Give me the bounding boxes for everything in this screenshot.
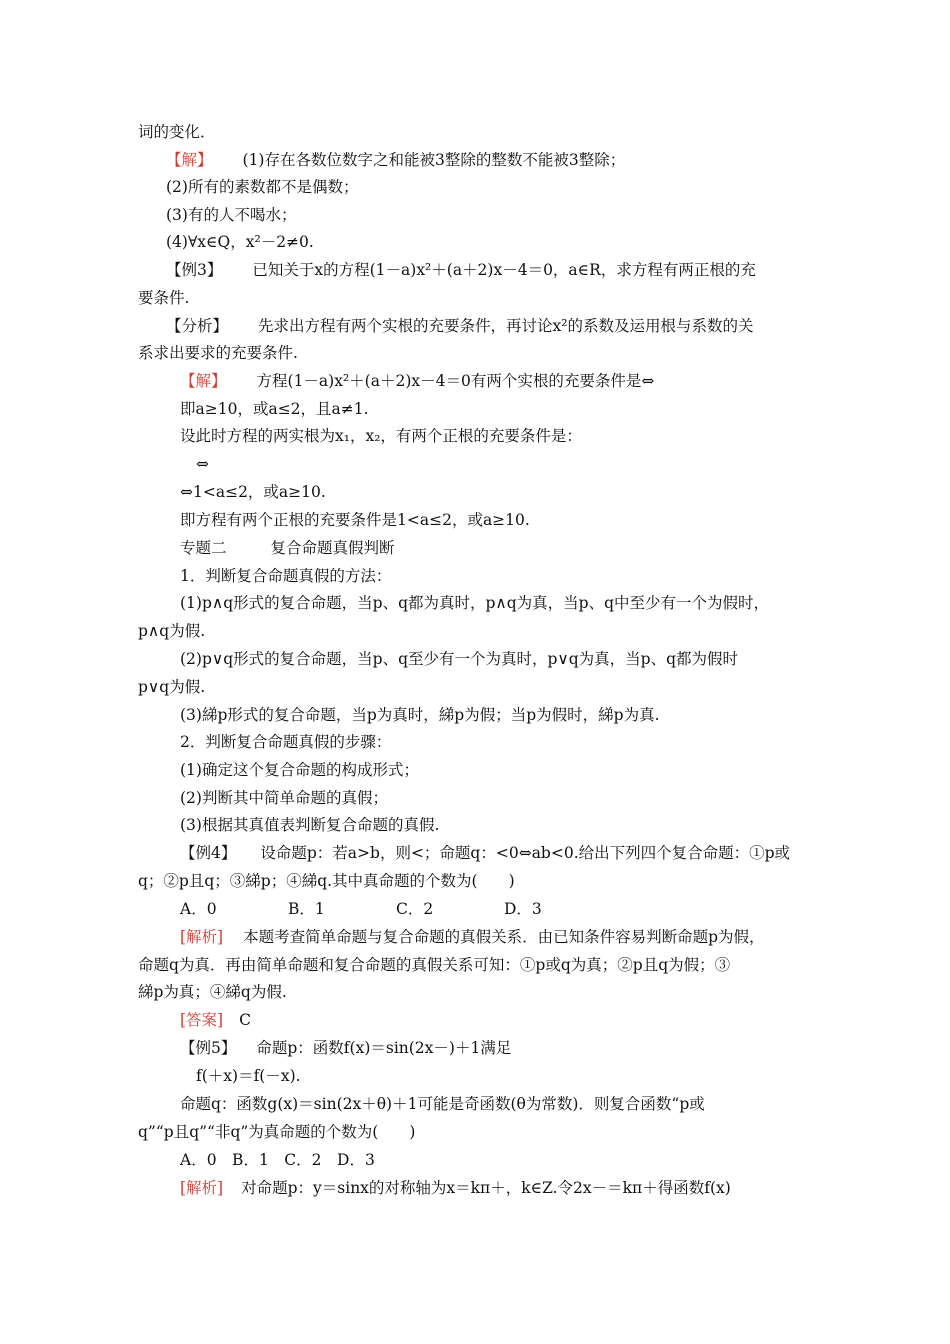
solution-tag: 【解】 bbox=[180, 372, 227, 390]
analysis-line bbox=[180, 927, 765, 947]
text-line: (1)p∧q形式的复合命题，当p、q都为真时，p∧q为真，当p、q中至少有一个为假时， bbox=[180, 594, 770, 612]
text-line: (3)根据其真值表判断复合命题的真假. bbox=[180, 816, 440, 834]
solution-tag: 【解】 bbox=[166, 151, 213, 169]
option-a: A．0 bbox=[180, 900, 217, 918]
text-line: 设此时方程的两实根为x₁，x₂，有两个正根的充要条件是： bbox=[180, 427, 582, 445]
text-line: 2．判断复合命题真假的步骤： bbox=[180, 733, 392, 751]
option-d: D．3 bbox=[504, 900, 542, 918]
example-3-line bbox=[166, 260, 756, 280]
text-line: 词的变化． bbox=[138, 123, 216, 141]
text-line: ⇔ bbox=[196, 455, 209, 473]
options-line bbox=[180, 899, 612, 919]
analysis-line bbox=[180, 1178, 731, 1198]
text-line: (2)所有的素数都不是偶数； bbox=[166, 178, 359, 196]
analysis-text: 本题考查简单命题与复合命题的真假关系．由已知条件容易判断命题p为假， bbox=[243, 928, 765, 946]
text-line: p∨q为假. bbox=[138, 678, 206, 696]
option-c: C．2 bbox=[396, 900, 434, 918]
analysis-tag: 【分析】 bbox=[166, 317, 229, 335]
example-4-line bbox=[180, 843, 790, 863]
text-line: f(＋x)＝f(－x). bbox=[196, 1067, 301, 1085]
example-tag: 【例4】 bbox=[180, 844, 237, 862]
text-line: (4)∀x∈Q，x²－2≠0. bbox=[166, 233, 314, 251]
analysis-tag: [解析] bbox=[180, 1179, 224, 1197]
solution-line bbox=[166, 150, 625, 170]
text-line: 即方程有两个正根的充要条件是1<a≤2，或a≥10. bbox=[180, 511, 530, 529]
text-line: p∧q为假. bbox=[138, 622, 206, 640]
section-heading bbox=[180, 538, 395, 558]
text-line: 要条件. bbox=[138, 289, 190, 307]
example-tag: 【例5】 bbox=[180, 1039, 237, 1057]
text-line: (3)有的人不喝水； bbox=[166, 206, 297, 224]
answer-text: C bbox=[239, 1011, 251, 1029]
text-line: 系求出要求的充要条件. bbox=[138, 344, 298, 362]
option-b: B．1 bbox=[288, 900, 325, 918]
analysis-line bbox=[166, 316, 753, 336]
analysis-tag: [解析] bbox=[180, 928, 224, 946]
text-line: 綈p为真；④綈q为假. bbox=[138, 983, 287, 1001]
analysis-text: 对命题p：y＝sinx的对称轴为x＝kπ＋，k∈Z.令2x－＝kπ＋得函数f(x) bbox=[241, 1179, 731, 1197]
text-line: (2)判断其中简单命题的真假； bbox=[180, 789, 388, 807]
options-line: A．0 B．1 C．2 D．3 bbox=[180, 1151, 375, 1169]
section-tag: 专题二 bbox=[180, 539, 227, 557]
section-title: 复合命题真假判断 bbox=[270, 539, 395, 557]
example-text: 命题p：函数f(x)＝sin(2x－)＋1满足 bbox=[256, 1039, 512, 1057]
text-line: (2)p∨q形式的复合命题，当p、q至少有一个为真时，p∨q为真，当p、q都为假时 bbox=[180, 650, 739, 668]
text-line: 命题q：函数g(x)＝sin(2x＋θ)＋1可能是奇函数(θ为常数)．则复合函数“p或 bbox=[180, 1095, 705, 1113]
example-text: 已知关于x的方程(1－a)x²＋(a＋2)x－4＝0，a∈R，求方程有两正根的充 bbox=[252, 261, 756, 279]
analysis-text: 先求出方程有两个实根的充要条件，再讨论x²的系数及运用根与系数的关 bbox=[258, 317, 754, 335]
solution-line bbox=[180, 371, 654, 391]
answer-line bbox=[180, 1010, 251, 1030]
example-tag: 【例3】 bbox=[166, 261, 223, 279]
example-5-line bbox=[180, 1038, 511, 1058]
text-line: 即a≥10，或a≤2，且a≠1. bbox=[180, 400, 369, 418]
text-line: (1)确定这个复合命题的构成形式； bbox=[180, 761, 419, 779]
text-line: ⇔1<a≤2，或a≥10. bbox=[180, 483, 326, 501]
text-line: q；②p且q；③綈p；④綈q.其中真命题的个数为( ) bbox=[138, 872, 515, 890]
text-line: (3)綈p形式的复合命题，当p为真时，綈p为假；当p为假时，綈p为真. bbox=[180, 706, 660, 724]
text-line: q”“p且q”“非q”为真命题的个数为( ) bbox=[138, 1123, 416, 1141]
example-text: 设命题p：若a>b，则<；命题q：<0⇔ab<0.给出下列四个复合命题：①p或 bbox=[260, 844, 791, 862]
solution-text: (1)存在各数位数字之和能被3整除的整数不能被3整除； bbox=[242, 151, 626, 169]
text-line: 1．判断复合命题真假的方法： bbox=[180, 567, 392, 585]
solution-text: 方程(1－a)x²＋(a＋2)x－4＝0有两个实根的充要条件是⇔ bbox=[256, 372, 655, 390]
answer-tag: [答案] bbox=[180, 1011, 224, 1029]
text-line: 命题q为真．再由简单命题和复合命题的真假关系可知：①p或q为真；②p且q为假；③ bbox=[138, 956, 731, 974]
